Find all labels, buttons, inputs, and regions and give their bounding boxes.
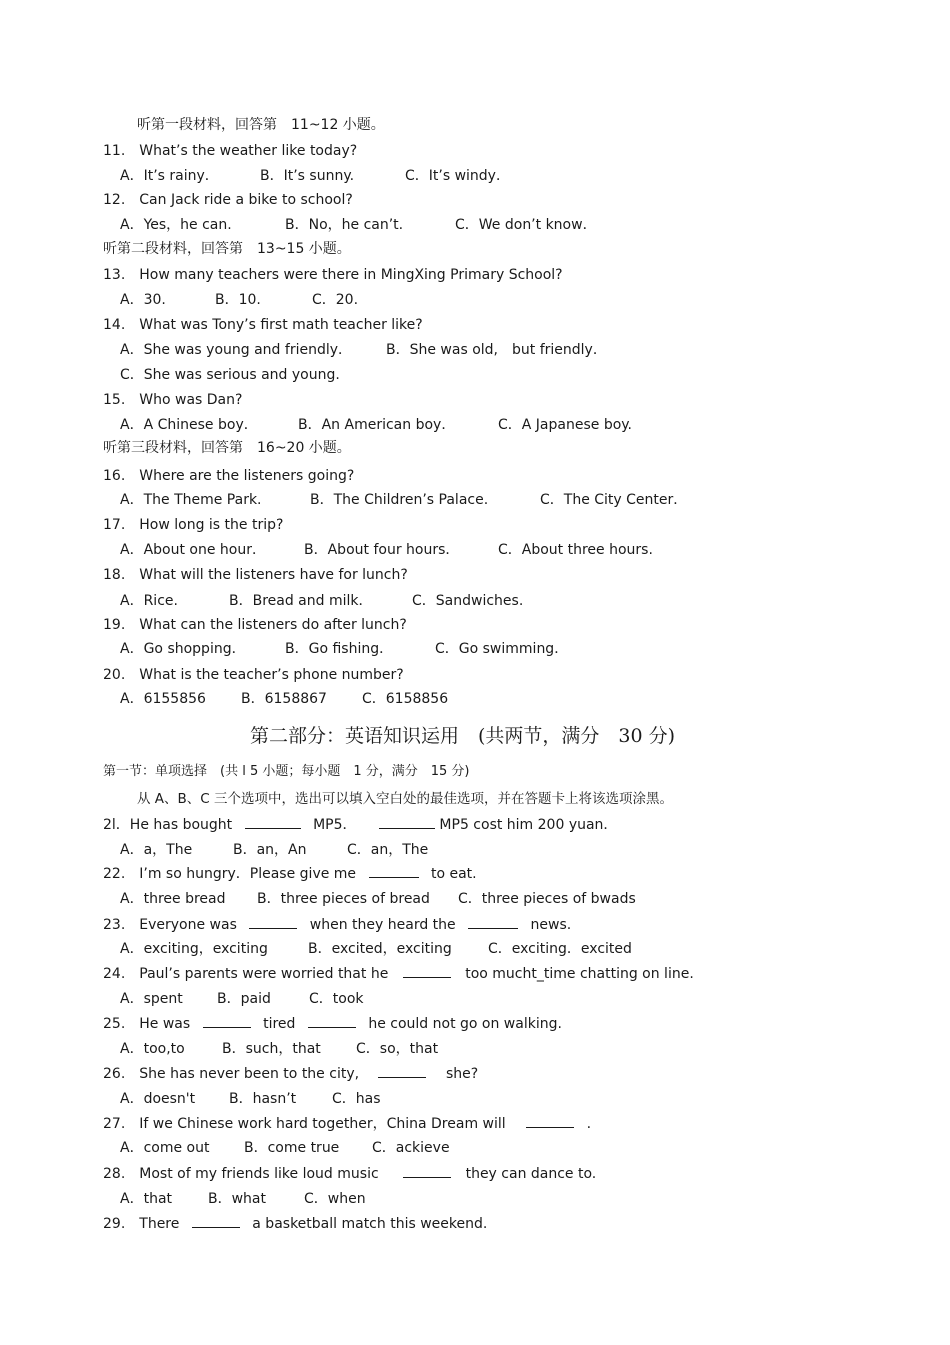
option-a: A．The Theme Park.: [120, 492, 262, 508]
option-a: A．doesn't: [120, 1091, 196, 1107]
option-b: B．10.: [215, 292, 261, 308]
option-a: A．A Chinese boy．: [120, 417, 258, 433]
answer-blank: [245, 814, 301, 829]
option-b: B．such，that: [222, 1041, 321, 1057]
option-b: B．No，he can’t.: [285, 217, 404, 233]
question-text: 28. Most of my friends like loud music: [103, 1166, 379, 1182]
option-b: B．About four hours．: [304, 542, 460, 558]
option-a: A．a，The: [120, 842, 193, 858]
option-c: C．has: [332, 1091, 381, 1107]
option-b: B．She was old, but friendly．: [386, 342, 607, 358]
part-title: 第二部分：英语知识运用 (共两节，满分 30 分): [250, 725, 676, 747]
option-c: C．6158856: [362, 691, 449, 707]
question-text: he could not go on walking.: [368, 1016, 562, 1032]
option-a: A．It’s rainy．: [120, 168, 219, 184]
section-intro: 听第三段材料，回答第 16~20 小题。: [103, 440, 351, 456]
option-c: C．ackieve: [372, 1140, 450, 1156]
question-text: 29. There: [103, 1216, 180, 1232]
answer-blank: [526, 1113, 574, 1128]
question-text: 25. He was: [103, 1016, 191, 1032]
option-c: C．took: [309, 991, 364, 1007]
section-intro: 听第二段材料，回答第 13~15 小题。: [103, 241, 351, 257]
option-a: A．three bread: [120, 891, 226, 907]
question-17: 17. How long is the trip?: [103, 517, 284, 533]
option-a: A．too,to: [120, 1041, 185, 1057]
question-text: 23. Everyone was: [103, 917, 237, 933]
subsection-heading: 第一节：单项选择 (共 l 5 小题；每小题 1 分，满分 15 分): [103, 764, 470, 779]
question-21: [103, 814, 617, 836]
question-28: [103, 1163, 596, 1185]
option-a: A．About one hour．: [120, 542, 266, 558]
answer-blank: [378, 1063, 426, 1078]
option-b: B．three pieces of bread: [257, 891, 430, 907]
option-c: C．About three hours.: [498, 542, 653, 558]
option-b: B．The Children’s Palace.: [310, 492, 489, 508]
option-b: B．6158867: [241, 691, 327, 707]
option-a: A．exciting，exciting: [120, 941, 268, 957]
question-text: tired: [263, 1016, 296, 1032]
option-c: C．It’s windy．: [405, 168, 510, 184]
answer-blank: [379, 814, 435, 829]
option-b: B．It’s sunny.: [260, 168, 355, 184]
question-text: to eat.: [430, 866, 477, 882]
question-text: 22. I’m so hungry．Please give me: [103, 866, 357, 882]
option-c: C．when: [304, 1191, 366, 1207]
option-a: A．Rice.: [120, 593, 178, 609]
question-18: 18. What will the listeners have for lunch?: [103, 567, 408, 583]
question-text: 27. If we Chinese work hard together，China Dream will: [103, 1116, 506, 1132]
answer-blank: [203, 1013, 251, 1028]
question-29: [103, 1213, 487, 1235]
question-text: MP5 cost him 200 yuan．: [439, 817, 618, 833]
question-text: she?: [445, 1066, 479, 1082]
question-text: when they heard the: [309, 917, 456, 933]
option-a: A．She was young and friendly．: [120, 342, 353, 358]
answer-blank: [249, 914, 297, 929]
question-text: MP5．: [313, 817, 357, 833]
option-b: B．come true: [244, 1140, 340, 1156]
option-c: C．She was serious and young.: [120, 367, 340, 383]
option-b: B．what: [208, 1191, 266, 1207]
option-b: B．An American boy．: [298, 417, 456, 433]
answer-blank: [403, 963, 451, 978]
question-23: [103, 914, 571, 936]
question-12: 12. Can Jack ride a bike to school?: [103, 192, 353, 208]
option-a: A．spent: [120, 991, 183, 1007]
question-22: [103, 863, 477, 885]
question-text: .: [586, 1116, 592, 1132]
question-27: [103, 1113, 591, 1135]
question-text: 26. She has never been to the city,: [103, 1066, 360, 1082]
question-16: 16. Where are the listeners going?: [103, 468, 355, 484]
question-text: a basketball match this weekend.: [252, 1216, 488, 1232]
option-c: C．20.: [312, 292, 359, 308]
question-13: 13. How many teachers were there in MingXing Primary School?: [103, 267, 563, 283]
question-text: 24. Paul’s parents were worried that he: [103, 966, 389, 982]
option-c: C．so，that: [356, 1041, 439, 1057]
option-b: B．an，An: [233, 842, 307, 858]
option-b: B．Go fishing．: [285, 641, 394, 657]
question-19: 19. What can the listeners do after lunch?: [103, 617, 407, 633]
question-11: 11. What’s the weather like today?: [103, 143, 358, 159]
question-14: 14. What was Tony’s first math teacher like?: [103, 317, 423, 333]
option-c: C．Sandwiches.: [412, 593, 524, 609]
option-a: A．30.: [120, 292, 166, 308]
answer-blank: [192, 1213, 240, 1228]
option-c: C．We don’t know．: [455, 217, 597, 233]
option-b: B．Bread and milk．: [229, 593, 373, 609]
answer-blank: [403, 1163, 451, 1178]
option-c: C．an，The: [347, 842, 429, 858]
option-c: C．A Japanese boy.: [498, 417, 633, 433]
instruction: 从 A、B、C 三个选项中，选出可以填入空白处的最佳选项，并在答题卡上将该选项涂黑。: [137, 791, 674, 807]
option-c: C．The City Center．: [540, 492, 688, 508]
question-15: 15. Who was Dan?: [103, 392, 243, 408]
question-25: [103, 1013, 562, 1035]
question-24: [103, 963, 694, 985]
question-20: 20. What is the teacher’s phone number?: [103, 667, 404, 683]
question-text: they can dance to.: [465, 1166, 597, 1182]
option-b: B．excited，exciting: [308, 941, 452, 957]
answer-blank: [308, 1013, 356, 1028]
question-text: too mucht_time chatting on line.: [465, 966, 694, 982]
option-c: C．Go swimming．: [435, 641, 569, 657]
option-a: A．that: [120, 1191, 173, 1207]
answer-blank: [369, 863, 419, 878]
question-text: 2l．He has bought: [103, 817, 233, 833]
option-a: A．6155856: [120, 691, 206, 707]
option-b: B．paid: [217, 991, 271, 1007]
option-b: B．hasn’t: [229, 1091, 297, 1107]
option-c: C．three pieces of bwads: [458, 891, 636, 907]
option-a: A．Yes，he can.: [120, 217, 232, 233]
question-26: [103, 1063, 478, 1085]
section-intro: 听第一段材料，回答第 11~12 小题。: [137, 117, 385, 133]
question-text: news.: [530, 917, 572, 933]
option-a: A．Go shopping．: [120, 641, 246, 657]
option-a: A．come out: [120, 1140, 210, 1156]
option-c: C．exciting．excited: [488, 941, 632, 957]
answer-blank: [468, 914, 518, 929]
